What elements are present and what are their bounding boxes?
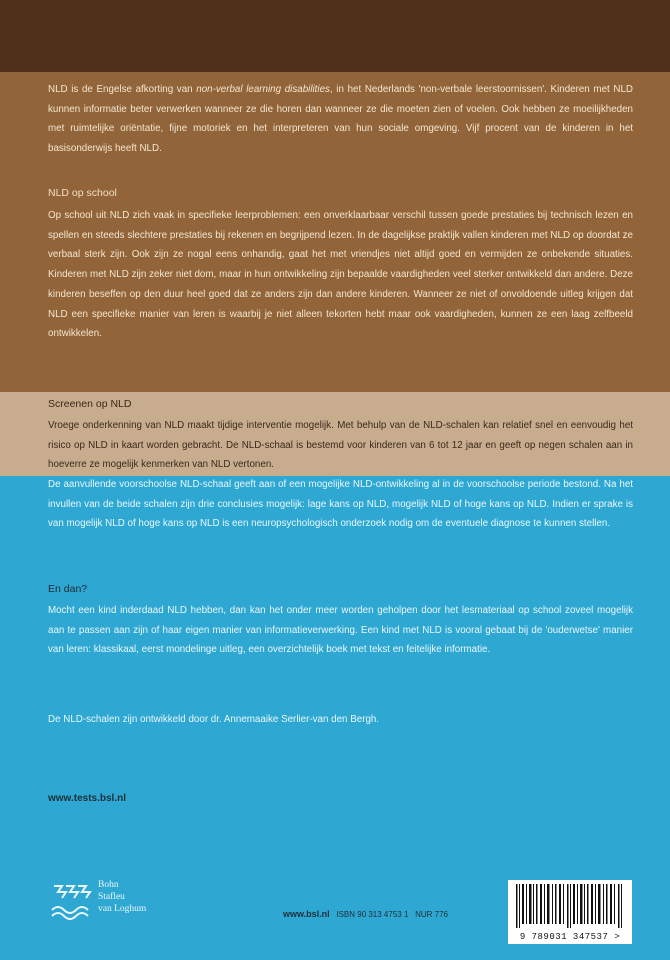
school-paragraph: Op school uit NLD zich vaak in specifieke leerproblemen: een onverklaarbaar verschil tussen goede prestaties bij technisch lezen en spellen en steeds slechtere prestaties bij rekenen en begrijpend lezen. In de dagelijkse praktijk vallen kinderen met NLD op doordat ze verbaal sterk zijn. Ook zijn ze nogal eens onhandig, gaat het met vriendjes niet altijd goed en vermijden ze onbekende situaties. Kinderen met NLD zijn zeker niet dom, maar in hun ontwikkeling zijn bepaalde vaardigheden veel sterker ontwikkeld dan andere. Deze kinderen beseffen op den duur heel goed dat ze anders zijn dan andere kinderen. Wanneer ze niet of onvoldoende uitleg krijgen dat NLD een specifieke manier van leren is waarbij je niet alleen tekorten hebt maar ook vaardigheden, kunnen ze een laag zelfbeeld ontwikkelen. xyxy=(48,210,633,340)
section-heading-school: NLD op school xyxy=(48,187,117,199)
publisher-name: Bohn Stafleu van Loghum xyxy=(98,880,147,914)
credit-line: De NLD-schalen zijn ontwikkeld door dr. Annemaaike Serlier-van den Bergh. xyxy=(48,714,380,725)
screening-paragraph-2: De aanvullende voorschoolse NLD-schaal geeft aan of een mogelijke NLD-ontwikkeling al in de voorschoolse periode bestond. Na het invullen van de beide schalen zijn drie conclusies mogelijk: lage kans op NLD, mogelijk NLD of hoge kans op NLD. Indien er sprake is van mogelijk NLD of hoge kans op NLD is een neuropsychologisch onderzoek nodig om de eventuele diagnose te kunnen stellen. xyxy=(48,479,633,530)
section-heading-en-dan: En dan? xyxy=(48,583,88,595)
footer-isbn: ISBN 90 313 4753 1 xyxy=(336,910,409,919)
barcode-bars-icon xyxy=(508,880,632,930)
section-heading-screening: Screenen op NLD xyxy=(48,398,132,410)
en-dan-paragraph: Mocht een kind inderdaad NLD hebben, dan kan het onder meer worden geholpen door het lesmateriaal op school zoveel mogelijk aan te passen aan zijn of haar eigen manier van informatieverwerking. Een kind met NLD is vooral gebaat bij de 'ouderwetse' manier van leren: klassikaal, eerst mondelinge uitleg, een overzichtelijk boek met tekst en feitelijke informatie. xyxy=(48,605,633,656)
screening-paragraph-1: Vroege onderkenning van NLD maakt tijdige interventie mogelijk. Met behulp van de NLD-schalen kan relatief snel en eenvoudig het risico op NLD in kaart worden gebracht. De NLD-schaal is bestemd voor kinderen van 6 tot 12 jaar en geeft op negen schalen aan in hoeverre ze mogelijk kenmerken van NLD vertonen. xyxy=(48,420,633,471)
website-link[interactable]: www.tests.bsl.nl xyxy=(48,793,126,804)
footer-nur: NUR 776 xyxy=(415,910,448,919)
barcode xyxy=(508,880,632,944)
footer-site[interactable]: www.bsl.nl xyxy=(283,909,330,919)
top-dark-band xyxy=(0,0,670,72)
footer-info xyxy=(283,909,448,919)
intro-paragraph: NLD is de Engelse afkorting van non-verbal learning disabilities, in het Nederlands 'non-verbale leerstoornissen'. Kinderen met NLD kunnen informatie beter verwerken wanneer ze die horen dan wanneer ze die moeten zien of voelen. Ook hebben ze moeilijkheden met ruimtelijke oriëntatie, fijne motoriek en het interpreteren van hun sociale omgeving. Vijf procent van de kinderen in het basisonderwijs heeft NLD. xyxy=(48,84,633,155)
barcode-number: 9 789031 347537 > xyxy=(519,932,621,942)
